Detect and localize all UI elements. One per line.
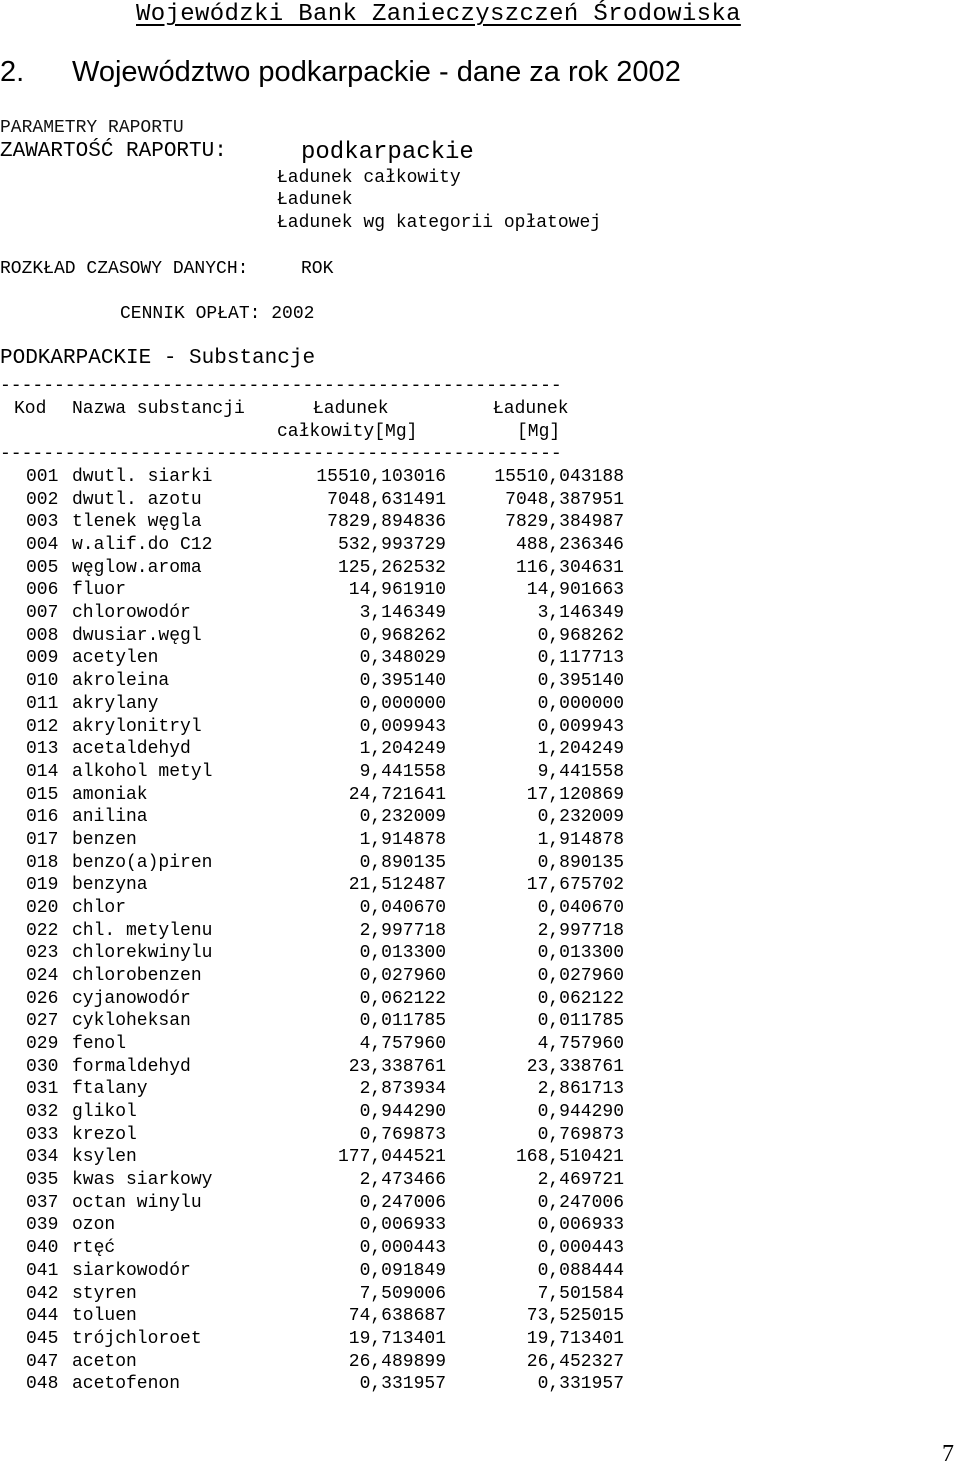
table-row — [0, 1260, 700, 1282]
substance-name: tlenek węgla — [72, 512, 202, 533]
total-load-value: 0,247006 — [359, 1192, 446, 1213]
price-list-value: 2002 — [271, 304, 315, 324]
load-value: 7048,387951 — [505, 489, 624, 510]
load-value: 2,469721 — [537, 1170, 624, 1191]
load-value: 26,452327 — [526, 1351, 624, 1372]
substance-code: 013 — [26, 739, 59, 760]
substance-name: chlorekwinylu — [72, 943, 213, 964]
load-value: 0,027960 — [537, 966, 624, 986]
total-load-value: 532,993729 — [337, 535, 446, 555]
substance-code: 029 — [26, 1034, 59, 1054]
column-header-total: Ładunek — [313, 399, 389, 419]
table-row — [0, 602, 700, 624]
substance-code: 007 — [26, 603, 59, 624]
load-value: 14,901663 — [526, 580, 624, 601]
table-row — [0, 1351, 700, 1373]
substance-code: 045 — [26, 1328, 59, 1349]
table-row — [0, 761, 700, 783]
substance-code: 035 — [26, 1170, 59, 1191]
table-row — [0, 1101, 700, 1123]
table-row — [0, 1192, 700, 1214]
substance-name: chl. metylenu — [72, 920, 213, 941]
substance-code: 020 — [26, 897, 59, 918]
substance-name: rtęć — [72, 1238, 116, 1259]
table-row — [0, 693, 700, 715]
total-load-value: 0,769873 — [359, 1124, 446, 1145]
table-row — [0, 1328, 700, 1350]
table-row — [0, 1169, 700, 1191]
substance-code: 042 — [26, 1283, 59, 1304]
substance-name: dwusiar.węgl — [72, 625, 202, 646]
total-load-value: 0,395140 — [359, 671, 446, 692]
total-load-value: 23,338761 — [348, 1056, 446, 1077]
report-params-label: PARAMETRY RAPORTU — [0, 118, 184, 138]
report-content-item: Ładunek wg kategorii opłatowej — [277, 213, 602, 233]
substance-code: 030 — [26, 1056, 59, 1077]
table-row — [0, 466, 700, 488]
total-load-value: 0,232009 — [359, 807, 446, 828]
substance-name: anilina — [72, 807, 148, 828]
total-load-value: 2,997718 — [359, 920, 446, 941]
load-value: 0,395140 — [537, 671, 624, 692]
load-value: 2,861713 — [537, 1079, 624, 1100]
substance-name: aceton — [72, 1351, 137, 1372]
load-value: 0,247006 — [537, 1192, 624, 1213]
substance-name: dwutl. azotu — [72, 489, 202, 510]
load-value: 0,944290 — [537, 1102, 624, 1122]
substance-name: fluor — [72, 580, 127, 601]
load-value: 0,232009 — [537, 807, 624, 828]
total-load-value: 0,011785 — [359, 1011, 446, 1032]
substance-name: akroleina — [72, 671, 170, 692]
load-value: 0,890135 — [537, 852, 624, 873]
table-row — [0, 1078, 700, 1100]
page-number: 7 — [942, 1441, 954, 1467]
substance-name: w.alif.do C12 — [72, 535, 213, 555]
total-load-value: 125,262532 — [337, 557, 446, 578]
substance-name: cyjanowodór — [72, 988, 191, 1009]
load-value: 17,675702 — [526, 875, 624, 896]
substance-name: alkohol metyl — [72, 761, 213, 782]
substance-code: 026 — [26, 988, 59, 1009]
total-load-value: 7,509006 — [359, 1283, 446, 1304]
table-row — [0, 1237, 700, 1259]
report-content-item: Ładunek — [277, 190, 353, 210]
total-load-value: 0,040670 — [359, 897, 446, 918]
substance-name: styren — [72, 1283, 137, 1304]
substance-code: 040 — [26, 1238, 59, 1259]
load-value: 0,117713 — [537, 648, 624, 669]
total-load-value: 0,348029 — [359, 648, 446, 669]
load-value: 17,120869 — [526, 784, 624, 805]
section-heading — [0, 54, 681, 90]
substance-code: 016 — [26, 807, 59, 828]
substance-code: 019 — [26, 875, 59, 896]
total-load-value: 0,091849 — [359, 1260, 446, 1281]
substance-name: ksylen — [72, 1147, 137, 1168]
total-load-value: 0,027960 — [359, 966, 446, 986]
substance-code: 041 — [26, 1260, 59, 1281]
total-load-value: 9,441558 — [359, 761, 446, 782]
report-content-item: Ładunek całkowity — [277, 168, 461, 188]
total-load-value: 0,968262 — [359, 625, 446, 646]
load-value: 0,006933 — [537, 1215, 624, 1236]
substance-code: 018 — [26, 852, 59, 873]
total-load-value: 19,713401 — [348, 1328, 446, 1349]
report-content-label: ZAWARTOŚĆ RAPORTU: — [0, 140, 227, 163]
load-value: 0,000443 — [537, 1238, 624, 1259]
price-list-line — [120, 303, 314, 325]
substance-name: chlorowodór — [72, 603, 191, 624]
total-load-value: 1,914878 — [359, 829, 446, 850]
substance-code: 039 — [26, 1215, 59, 1236]
total-load-value: 0,006933 — [359, 1215, 446, 1236]
total-load-value: 7829,894836 — [327, 512, 446, 533]
substance-code: 023 — [26, 943, 59, 964]
load-value: 23,338761 — [526, 1056, 624, 1077]
substance-code: 003 — [26, 512, 59, 533]
load-value: 0,062122 — [537, 988, 624, 1009]
table-separator-top: ---------------------------------------------------- — [0, 376, 562, 396]
substance-name: benzyna — [72, 875, 148, 896]
table-row — [0, 489, 700, 511]
load-value: 3,146349 — [537, 603, 624, 624]
table-row — [0, 1373, 700, 1395]
substance-code: 022 — [26, 920, 59, 941]
substance-code: 014 — [26, 761, 59, 782]
total-load-value: 2,473466 — [359, 1170, 446, 1191]
load-value: 4,757960 — [537, 1034, 624, 1054]
table-row — [0, 965, 700, 987]
substance-code: 031 — [26, 1079, 59, 1100]
substance-name: ozon — [72, 1215, 116, 1236]
section-title: Województwo podkarpackie - dane za rok 2002 — [72, 56, 681, 88]
table-title: PODKARPACKIE - Substancje — [0, 347, 316, 370]
substance-code: 009 — [26, 648, 59, 669]
column-header-load: Ładunek — [493, 399, 569, 419]
total-load-value: 0,000000 — [359, 693, 446, 714]
substance-name: akrylonitryl — [72, 716, 202, 737]
column-header-total-unit: całkowity[Mg] — [277, 422, 418, 442]
total-load-value: 177,044521 — [337, 1147, 446, 1168]
load-value: 9,441558 — [537, 761, 624, 782]
substance-code: 001 — [26, 467, 59, 487]
substance-code: 004 — [26, 535, 59, 555]
substance-name: octan winylu — [72, 1192, 202, 1213]
load-value: 0,968262 — [537, 625, 624, 646]
total-load-value: 74,638687 — [348, 1306, 446, 1327]
substance-code: 044 — [26, 1306, 59, 1327]
load-value: 0,769873 — [537, 1124, 624, 1145]
table-separator-bottom: ---------------------------------------------------- — [0, 444, 562, 464]
total-load-value: 15510,103016 — [316, 467, 446, 487]
total-load-value: 21,512487 — [348, 875, 446, 896]
section-number: 2. — [0, 56, 25, 88]
load-value: 0,088444 — [537, 1260, 624, 1281]
document-header-title: Wojewódzki Bank Zanieczyszczeń Środowiska — [136, 1, 741, 28]
load-value: 73,525015 — [526, 1306, 624, 1327]
substance-name: trójchloroet — [72, 1328, 202, 1349]
load-value: 1,914878 — [537, 829, 624, 850]
load-value: 168,510421 — [515, 1147, 624, 1168]
substance-name: acetofenon — [72, 1374, 181, 1395]
load-value: 0,331957 — [537, 1374, 624, 1395]
substance-code: 048 — [26, 1374, 59, 1395]
table-row — [0, 852, 700, 874]
substance-code: 011 — [26, 693, 59, 714]
table-row — [0, 784, 700, 806]
table-row — [0, 647, 700, 669]
table-row — [0, 920, 700, 942]
table-row — [0, 511, 700, 533]
substance-name: toluen — [72, 1306, 137, 1327]
load-value: 116,304631 — [515, 557, 624, 578]
time-distribution-value: ROK — [301, 259, 334, 279]
substance-code: 010 — [26, 671, 59, 692]
total-load-value: 0,013300 — [359, 943, 446, 964]
substance-name: acetaldehyd — [72, 739, 191, 760]
column-header-load-unit: [Mg] — [517, 422, 561, 442]
substance-name: fenol — [72, 1034, 127, 1054]
substance-code: 012 — [26, 716, 59, 737]
load-value: 0,000000 — [537, 693, 624, 714]
load-value: 0,040670 — [537, 897, 624, 918]
substance-name: acetylen — [72, 648, 159, 669]
substance-name: benzo(a)piren — [72, 852, 213, 873]
table-row — [0, 1010, 700, 1032]
total-load-value: 14,961910 — [348, 580, 446, 601]
substance-name: krezol — [72, 1124, 137, 1145]
table-row — [0, 1146, 700, 1168]
column-header-code: Kod — [14, 399, 47, 419]
total-load-value: 0,331957 — [359, 1374, 446, 1395]
time-distribution-label: ROZKŁAD CZASOWY DANYCH: — [0, 259, 249, 279]
table-row — [0, 829, 700, 851]
substance-name: formaldehyd — [72, 1056, 191, 1077]
load-value: 1,204249 — [537, 739, 624, 760]
total-load-value: 26,489899 — [348, 1351, 446, 1372]
total-load-value: 4,757960 — [359, 1034, 446, 1054]
table-row — [0, 1033, 700, 1055]
substance-name: chlorobenzen — [72, 966, 202, 986]
table-row — [0, 897, 700, 919]
report-region: podkarpackie — [301, 139, 474, 166]
substance-code: 008 — [26, 625, 59, 646]
substance-code: 032 — [26, 1102, 59, 1122]
total-load-value: 0,062122 — [359, 988, 446, 1009]
table-row — [0, 1124, 700, 1146]
load-value: 0,009943 — [537, 716, 624, 737]
table-row — [0, 625, 700, 647]
table-row — [0, 579, 700, 601]
total-load-value: 7048,631491 — [327, 489, 446, 510]
table-row — [0, 806, 700, 828]
substance-code: 047 — [26, 1351, 59, 1372]
table-row — [0, 1214, 700, 1236]
substance-code: 037 — [26, 1192, 59, 1213]
table-row — [0, 716, 700, 738]
substance-code: 015 — [26, 784, 59, 805]
substance-name: benzen — [72, 829, 137, 850]
substance-name: dwutl. siarki — [72, 467, 213, 487]
column-header-name: Nazwa substancji — [72, 399, 245, 419]
table-row — [0, 534, 700, 556]
substance-code: 017 — [26, 829, 59, 850]
substance-code: 033 — [26, 1124, 59, 1145]
substance-code: 024 — [26, 966, 59, 986]
substance-name: cykloheksan — [72, 1011, 191, 1032]
substance-code: 002 — [26, 489, 59, 510]
total-load-value: 0,009943 — [359, 716, 446, 737]
substance-name: amoniak — [72, 784, 148, 805]
table-row — [0, 670, 700, 692]
price-list-label: CENNIK OPŁAT: — [120, 304, 261, 324]
substance-name: kwas siarkowy — [72, 1170, 213, 1191]
substance-name: chlor — [72, 897, 127, 918]
substance-name: ftalany — [72, 1079, 148, 1100]
total-load-value: 0,890135 — [359, 852, 446, 873]
total-load-value: 0,944290 — [359, 1102, 446, 1122]
load-value: 7829,384987 — [505, 512, 624, 533]
total-load-value: 0,000443 — [359, 1238, 446, 1259]
table-row — [0, 988, 700, 1010]
load-value: 488,236346 — [515, 535, 624, 555]
load-value: 2,997718 — [537, 920, 624, 941]
table-row — [0, 874, 700, 896]
table-row — [0, 738, 700, 760]
load-value: 0,013300 — [537, 943, 624, 964]
load-value: 19,713401 — [526, 1328, 624, 1349]
substance-name: glikol — [72, 1102, 137, 1122]
substance-code: 027 — [26, 1011, 59, 1032]
table-row — [0, 1283, 700, 1305]
table-row — [0, 1056, 700, 1078]
total-load-value: 1,204249 — [359, 739, 446, 760]
total-load-value: 24,721641 — [348, 784, 446, 805]
substance-code: 034 — [26, 1147, 59, 1168]
substance-code: 006 — [26, 580, 59, 601]
table-row — [0, 557, 700, 579]
load-value: 15510,043188 — [494, 467, 624, 487]
total-load-value: 2,873934 — [359, 1079, 446, 1100]
substance-name: węglow.aroma — [72, 557, 202, 578]
table-row — [0, 942, 700, 964]
substance-name: akrylany — [72, 693, 159, 714]
load-value: 0,011785 — [537, 1011, 624, 1032]
substance-name: siarkowodór — [72, 1260, 191, 1281]
total-load-value: 3,146349 — [359, 603, 446, 624]
substance-code: 005 — [26, 557, 59, 578]
table-row — [0, 1305, 700, 1327]
load-value: 7,501584 — [537, 1283, 624, 1304]
